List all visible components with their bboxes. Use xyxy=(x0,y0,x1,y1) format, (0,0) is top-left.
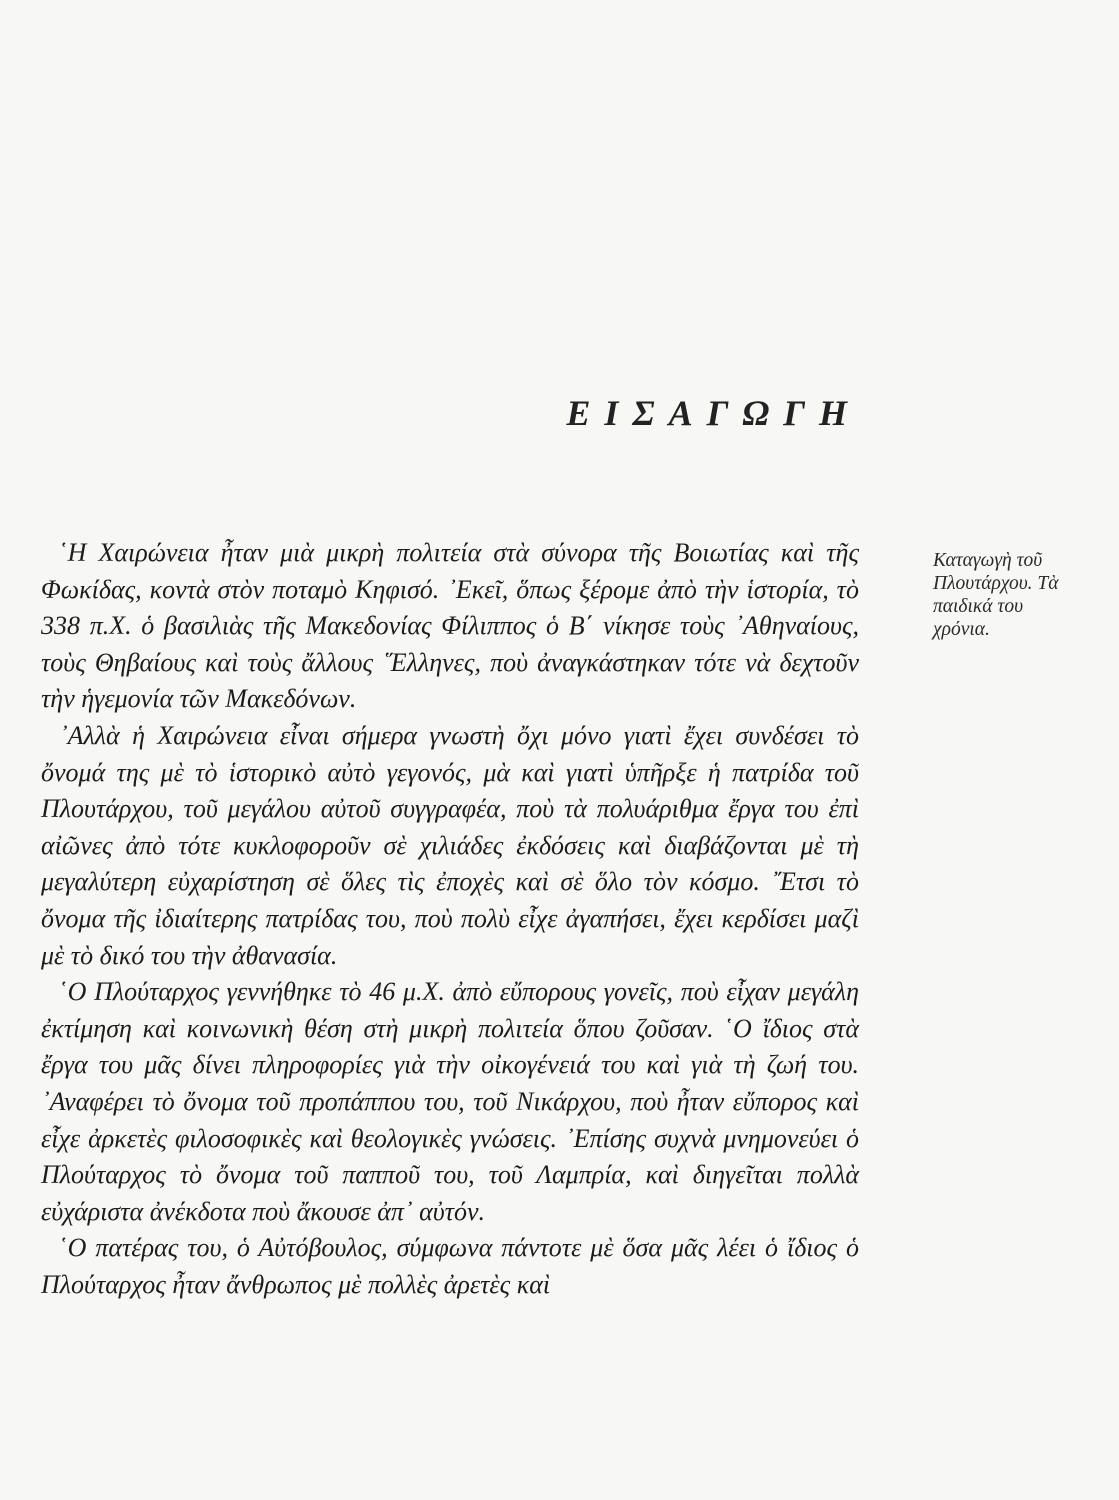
paragraph-4: ῾Ο πατέρας του, ὁ Αὐτόβουλος, σύμφωνα πάντοτε μὲ ὅσα μᾶς λέει ὁ ἴδιος ὁ Πλούταρχος ἦταν ἄνθρωπος μὲ πολλὲς ἀρετὲς καὶ xyxy=(41,1233,859,1299)
chapter-title: ΕΙΣΑΓΩΓΗ xyxy=(566,393,861,433)
margin-note: Καταγωγὴ τοῦ Πλουτάρχου. Τὰ παιδικά του χρόνια. xyxy=(933,550,1059,640)
paragraph-1: ῾Η Χαιρώνεια ἦταν μιὰ μικρὴ πολιτεία στὰ σύνορα τῆς Βοιωτίας καὶ τῆς Φωκίδας, κοντὰ στὸν ποταμὸ Κηφισό. ᾽Εκεῖ, ὅπως ξέρομε ἀπὸ τὴν ἱστορία, τὸ 338 π.Χ. ὁ βασιλιὰς τῆς Μακεδονίας Φίλιππος ὁ Β΄ νίκησε τοὺς ᾽Αθηναίους, τοὺς Θηβαίους καὶ τοὺς ἄλλους ῞Ελληνες, ποὺ ἀναγκάστηκαν τότε νὰ δεχτοῦν τὴν ἡγεμονία τῶν Μακεδόνων. xyxy=(41,538,859,714)
body-text xyxy=(41,535,859,1303)
paragraph-3: ῾Ο Πλούταρχος γεννήθηκε τὸ 46 μ.Χ. ἀπὸ εὔπορους γονεῖς, ποὺ εἶχαν μεγάλη ἐκτίμηση καὶ κοινωνικὴ θέση στὴ μικρὴ πολιτεία ὅπου ζοῦσαν. ῾Ο ἴδιος στὰ ἔργα του μᾶς δίνει πληροφορίες γιὰ τὴν οἰκογένειά του καὶ γιὰ τὴ ζωή του. ᾽Αναφέρει τὸ ὄνομα τοῦ προπάππου του, τοῦ Νικάρχου, ποὺ ἦταν εὔπορος καὶ εἶχε ἀρκετὲς φιλοσοφικὲς καὶ θεολογικὲς γνώσεις. ᾽Επίσης συχνὰ μνημονεύει ὁ Πλούταρχος τὸ ὄνομα τοῦ παπποῦ του, τοῦ Λαμπρία, καὶ διηγεῖται πολλὰ εὐχάριστα ἀνέκδοτα ποὺ ἄκουσε ἀπ᾽ αὐτόν. xyxy=(41,977,859,1226)
paragraph-2: ᾽Αλλὰ ἡ Χαιρώνεια εἶναι σήμερα γνωστὴ ὄχι μόνο γιατὶ ἔχει συνδέσει τὸ ὄνομά της μὲ τὸ ἱστορικὸ αὐτὸ γεγονός, μὰ καὶ γιατὶ ὑπῆρξε ἡ πατρίδα τοῦ Πλουτάρχου, τοῦ μεγάλου αὐτοῦ συγγραφέα, ποὺ τὰ πολυάριθμα ἔργα του ἐπὶ αἰῶνες ἀπὸ τότε κυκλοφοροῦν σὲ χιλιάδες ἐκδόσεις καὶ διαβάζονται μὲ τὴ μεγαλύτερη εὐχαρίστηση σὲ ὅλες τὶς ἐποχὲς καὶ σὲ ὅλο τὸν κόσμο. ῎Ετσι τὸ ὄνομα τῆς ἰδιαίτερης πατρίδας του, ποὺ πολὺ εἶχε ἀγαπήσει, ἔχει κερδίσει μαζὶ μὲ τὸ δικό του τὴν ἀθανασία. xyxy=(41,720,859,970)
